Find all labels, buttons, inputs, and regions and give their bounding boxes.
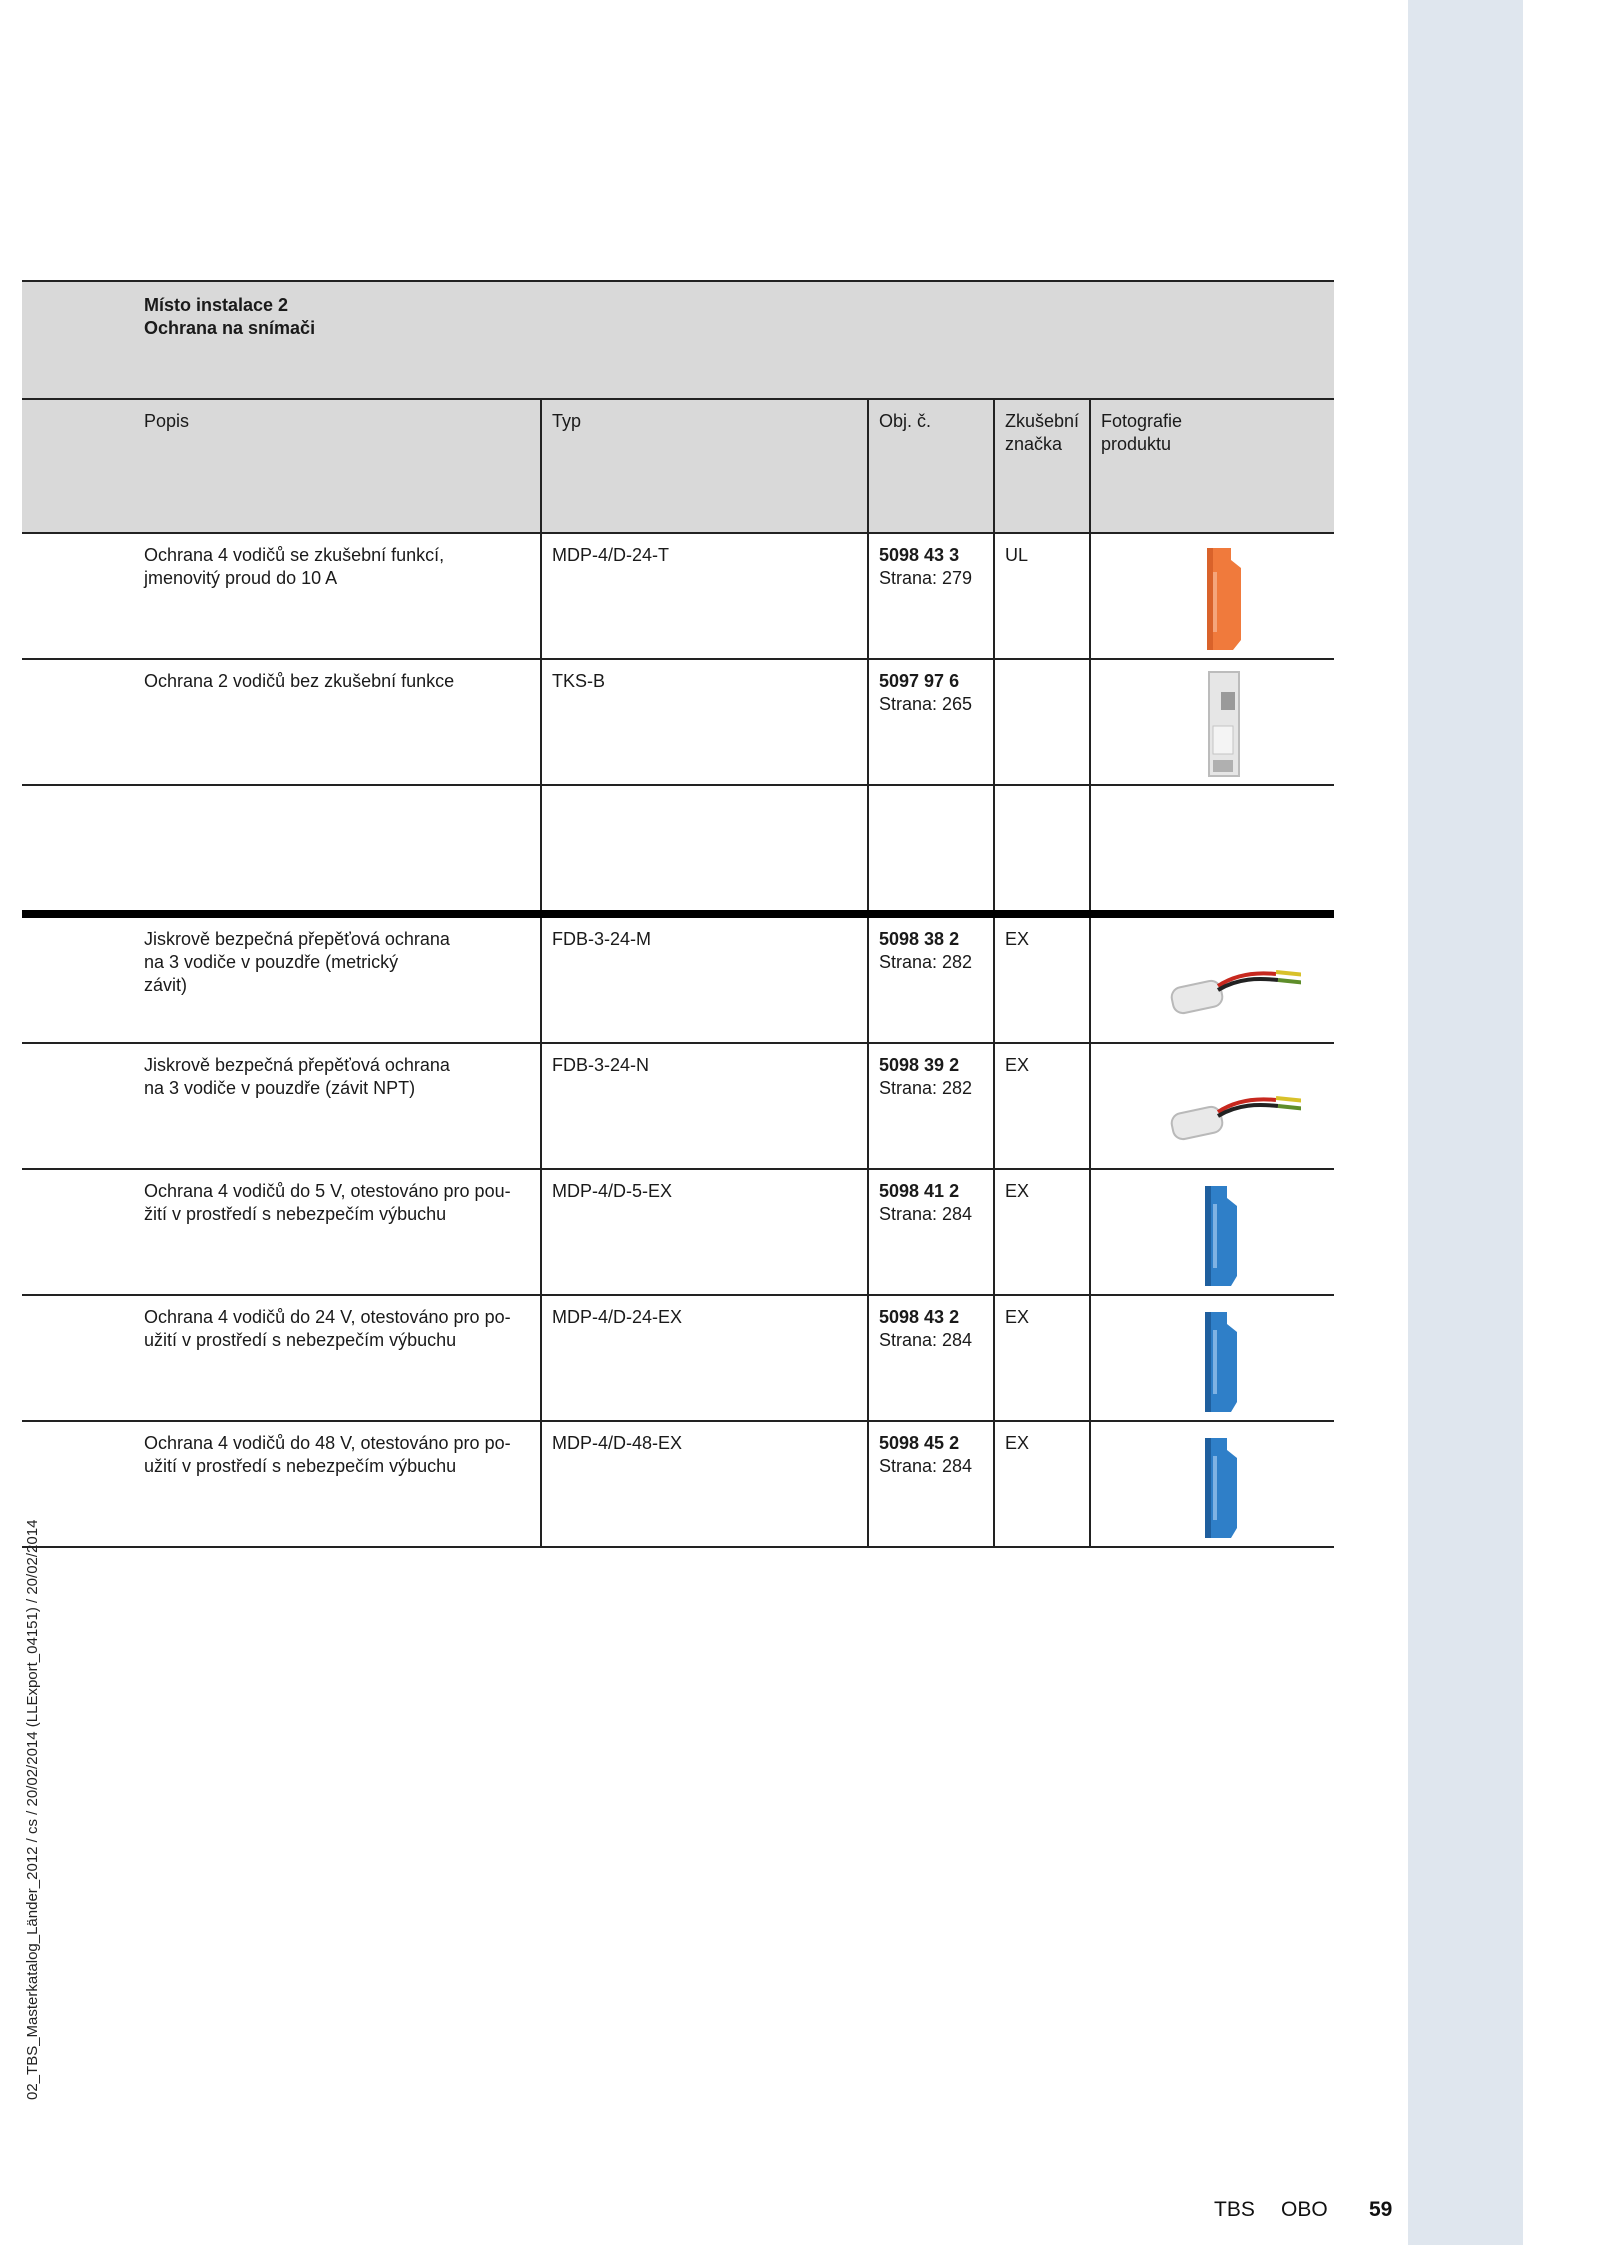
grey-module-icon bbox=[1177, 668, 1267, 778]
side-note: 02_TBS_Masterkatalog_Länder_2012 / cs / 20/02/2014 (LLExport_04151) / 20/02/2014 bbox=[24, 1519, 41, 2100]
table-row: Ochrana 4 vodičů do 48 V, otestováno pro po- užití v prostředí s nebezpečím výbuchu MDP-4/D-48-EX 5098 45 2 Strana: 284 EX bbox=[22, 1422, 1334, 1548]
side-strip bbox=[1408, 0, 1523, 2245]
footer-tbs: TBS bbox=[1214, 2198, 1255, 2221]
table-row: Ochrana 4 vodičů do 24 V, otestováno pro po- užití v prostředí s nebezpečím výbuchu MDP-4/D-24-EX 5098 43 2 Strana: 284 EX bbox=[22, 1296, 1334, 1422]
table-row: Ochrana 2 vodičů bez zkušební funkce TKS-B 5097 97 6 Strana: 265 bbox=[22, 660, 1334, 786]
section-header bbox=[22, 280, 1334, 400]
thick-divider bbox=[22, 910, 1334, 918]
header-obj: Obj. č. bbox=[867, 400, 993, 532]
header-typ: Typ bbox=[540, 400, 867, 532]
orange-module-icon bbox=[1177, 542, 1267, 652]
table-row: Ochrana 4 vodičů do 5 V, otestováno pro pou- žití v prostředí s nebezpečím výbuchu MDP-4/D-5-EX 5098 41 2 Strana: 284 EX bbox=[22, 1170, 1334, 1296]
footer-page-number: 59 bbox=[1369, 2198, 1393, 2221]
blue-module-icon bbox=[1177, 1178, 1267, 1288]
table-header bbox=[22, 400, 1334, 534]
section-subtitle: Ochrana na snímači bbox=[144, 318, 316, 338]
header-popis: Popis bbox=[144, 411, 190, 431]
table-row: Jiskrově bezpečná přepěťová ochrana na 3 vodiče v pouzdře (závit NPT) FDB-3-24-N 5098 39 2 Strana: 282 EX bbox=[22, 1044, 1334, 1170]
table-row: Jiskrově bezpečná přepěťová ochrana na 3 vodiče v pouzdře (metrický závit) FDB-3-24-M 5098 38 2 Strana: 282 EX bbox=[22, 918, 1334, 1044]
section-title: Místo instalace 2 bbox=[144, 295, 289, 315]
blue-module-icon bbox=[1177, 1304, 1267, 1414]
cable-protector-icon bbox=[1121, 926, 1301, 1036]
table-row-empty bbox=[22, 786, 1334, 910]
product-table bbox=[22, 280, 1334, 1548]
blue-module-icon bbox=[1177, 1430, 1267, 1540]
table-row: Ochrana 4 vodičů se zkušební funkcí, jmenovitý proud do 10 A MDP-4/D-24-T 5098 43 3 Strana: 279 UL bbox=[22, 534, 1334, 660]
cable-protector-icon bbox=[1121, 1052, 1301, 1162]
header-foto: Fotografie produktu bbox=[1089, 400, 1334, 532]
footer-obo: OBO bbox=[1281, 2198, 1328, 2221]
header-zkusebni: Zkušební značka bbox=[993, 400, 1089, 532]
